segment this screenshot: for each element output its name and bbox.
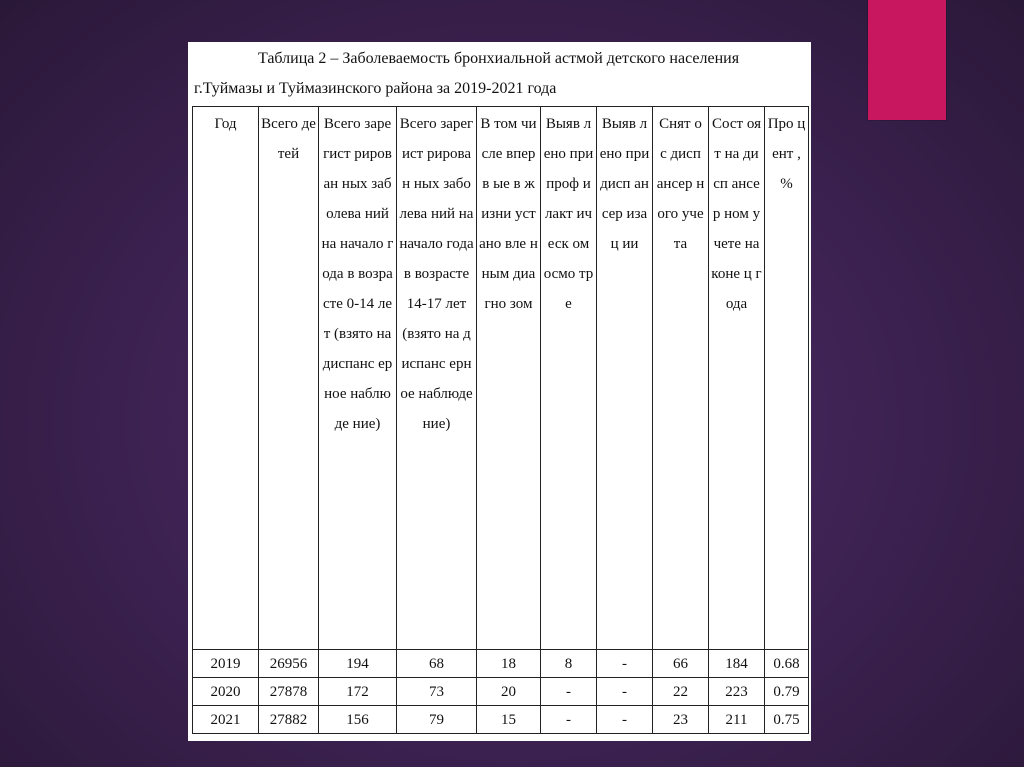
table-cell: 73 (397, 678, 477, 706)
table-cell: 18 (477, 650, 541, 678)
table-cell: 2020 (193, 678, 259, 706)
table-cell: 20 (477, 678, 541, 706)
table-cell: 8 (541, 650, 597, 678)
table-cell: 0.68 (765, 650, 809, 678)
table-cell: 66 (653, 650, 709, 678)
table-row (193, 650, 809, 678)
table-cell: 194 (319, 650, 397, 678)
table-row (193, 678, 809, 706)
table-cell: - (541, 678, 597, 706)
table-cell: 223 (709, 678, 765, 706)
header-cell: Год (193, 107, 259, 650)
accent-bar (868, 0, 946, 120)
table-cell: 0.79 (765, 678, 809, 706)
table-cell: 27882 (259, 706, 319, 734)
table-cell: - (597, 706, 653, 734)
table-cell: 23 (653, 706, 709, 734)
header-cell: Снят о с дисп ансер ного учета (653, 107, 709, 650)
table-cell: - (541, 706, 597, 734)
table-cell: 172 (319, 678, 397, 706)
header-cell: Всего зарегист рирован ных заболева ний на начало года в возрасте 14-17 лет (взято на диспанс ерное наблюде ние) (397, 107, 477, 650)
caption-line-2: г.Туймазы и Туймазинского района за 2019-2021 года (194, 80, 557, 97)
header-cell: Всего детей (259, 107, 319, 650)
caption-line-1: Таблица 2 – Заболеваемость бронхиальной астмой детского населения (257, 50, 740, 67)
header-cell: В том числе вперв ые в жизни устано вле нным диагно зом (477, 107, 541, 650)
table-cell: 2019 (193, 650, 259, 678)
table-cell: 156 (319, 706, 397, 734)
header-cell: Выяв лено при дисп ансер изац ии (597, 107, 653, 650)
table-row (193, 706, 809, 734)
header-cell: Про цент , % (765, 107, 809, 650)
table-cell: 2021 (193, 706, 259, 734)
table-caption (192, 42, 807, 104)
incidence-table (192, 106, 809, 734)
header-row (193, 107, 809, 650)
table-cell: 27878 (259, 678, 319, 706)
table-cell: 22 (653, 678, 709, 706)
table-cell: 0.75 (765, 706, 809, 734)
table-cell: 184 (709, 650, 765, 678)
table-cell: - (597, 678, 653, 706)
table-cell: 15 (477, 706, 541, 734)
table-cell: 211 (709, 706, 765, 734)
table-cell: 79 (397, 706, 477, 734)
header-cell: Сост оят на дисп ансер ном учете на коне ц года (709, 107, 765, 650)
header-cell: Выяв лено при проф илакт ическ ом осмо тре (541, 107, 597, 650)
table-cell: 68 (397, 650, 477, 678)
table-cell: - (597, 650, 653, 678)
document-image (188, 42, 811, 741)
header-cell: Всего зарегист рирован ных заболева ний на начало года в возрасте 0-14 лет (взято на диспанс ерное наблюде ние) (319, 107, 397, 650)
table-cell: 26956 (259, 650, 319, 678)
